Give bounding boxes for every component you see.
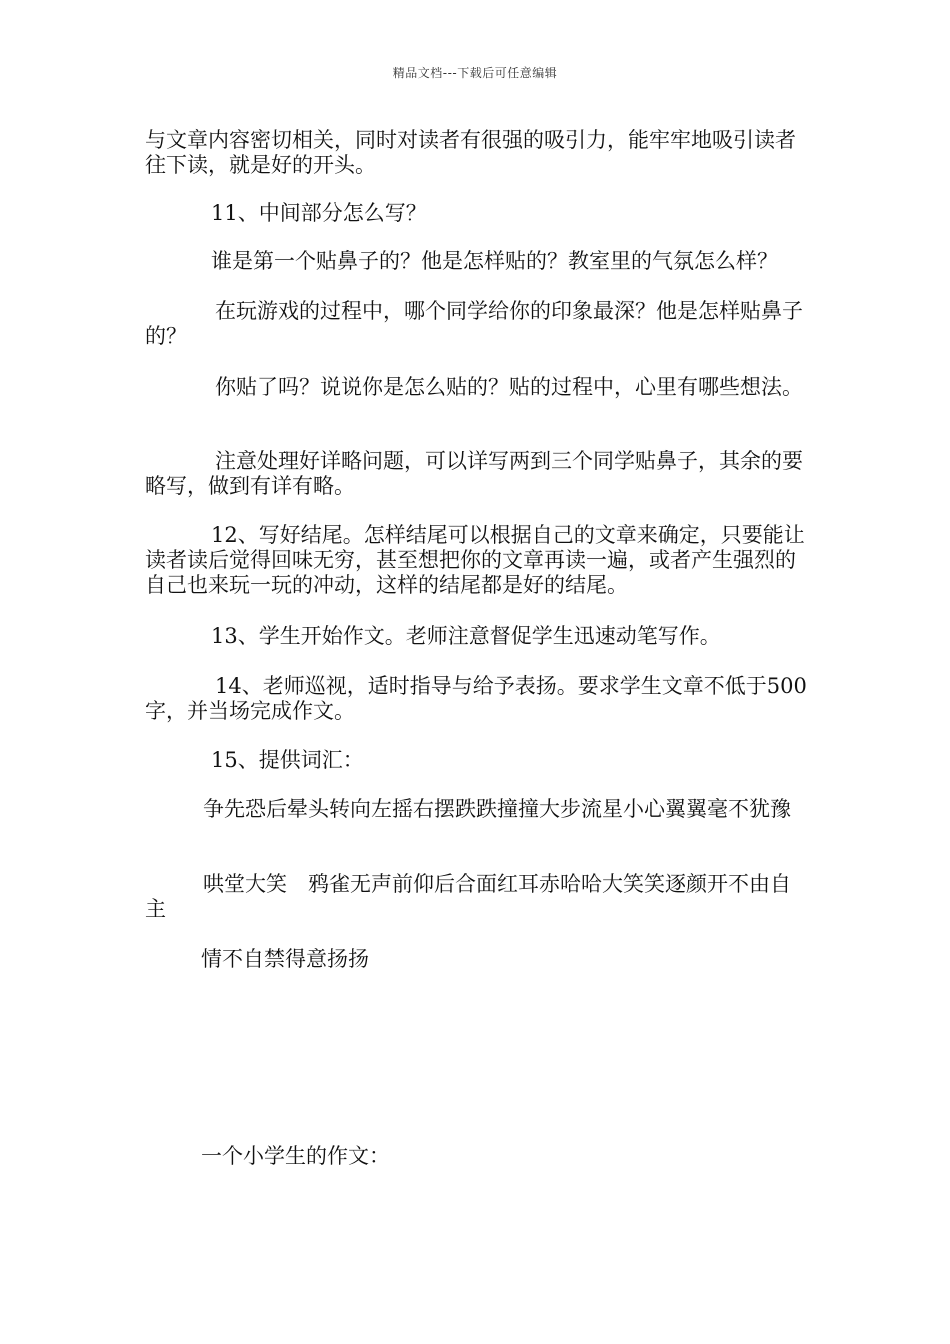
paragraph-item-14: 14、老师巡视，适时指导与给予表扬。要求学生文章不低于500字，并当场完成作文。: [145, 674, 807, 723]
page-header: 精品文档---下载后可任意编辑: [392, 66, 558, 80]
paragraph-question-first: 谁是第一个贴鼻子的？他是怎样贴的？教室里的气氛怎么样？: [211, 249, 778, 273]
essay-heading: 一个小学生的作文：: [201, 1144, 390, 1168]
vocabulary-line-3: 情不自禁得意扬扬: [201, 947, 369, 971]
paragraph-detail-note: 注意处理好详略问题，可以详写两到三个同学贴鼻子，其余的要略写，做到有详有略。: [145, 449, 803, 498]
vocabulary-line-1: 争先恐后晕头转向左摇右摆跌跌撞撞大步流星小心翼翼毫不犹豫: [203, 797, 791, 821]
vocabulary-line-2: 哄堂大笑 鸦雀无声前仰后合面红耳赤哈哈大笑笑逐颜开不由自主: [145, 872, 791, 921]
paragraph-question-impression: 在玩游戏的过程中，哪个同学给你的印象最深？他是怎样贴鼻子的？: [145, 299, 803, 348]
paragraph-opening-note: 与文章内容密切相关，同时对读者有很强的吸引力，能牢牢地吸引读者往下读，就是好的开头。: [145, 128, 796, 177]
paragraph-item-13: 13、学生开始作文。老师注意督促学生迅速动笔写作。: [211, 624, 721, 648]
heading-item-11: 11、中间部分怎么写？: [211, 201, 427, 225]
paragraph-item-12-ending: 12、写好结尾。怎样结尾可以根据自己的文章来确定，只要能让读者读后觉得回味无穷，甚至想把你的文章再读一遍，或者产生强烈的自己也来玩一玩的冲动，这样的结尾都是好的结尾。: [145, 523, 805, 597]
paragraph-question-self: 你贴了吗？说说你是怎么贴的？贴的过程中，心里有哪些想法。: [215, 375, 803, 399]
heading-item-15: 15、提供词汇：: [211, 748, 364, 772]
